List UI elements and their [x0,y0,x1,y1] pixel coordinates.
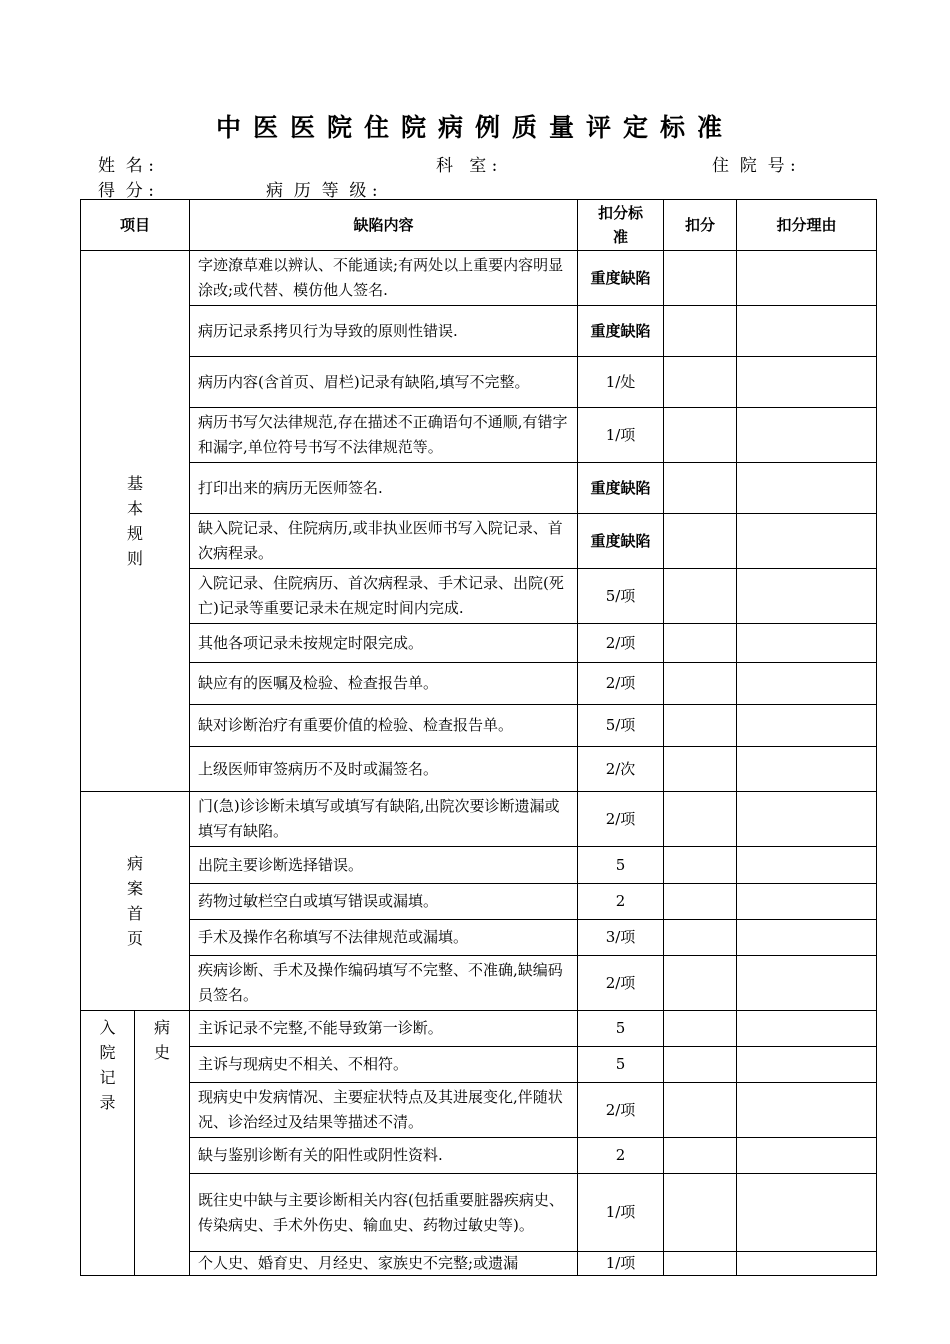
deduct-cell[interactable] [664,1252,737,1276]
row-standard: 2/项 [578,624,664,663]
row-content: 出院主要诊断选择错误。 [190,847,578,884]
row-content: 病历记录系拷贝行为导致的原则性错误. [190,306,578,357]
reason-cell[interactable] [737,251,877,306]
section-basic-rules: 基 本 规 则 [81,251,190,792]
row-content: 病历书写欠法律规范,存在描述不正确语句不通顺,有错字和漏字,单位符号书写不法律规范等。 [190,408,578,463]
reason-cell[interactable] [737,705,877,747]
deduct-cell[interactable] [664,408,737,463]
deduct-cell[interactable] [664,956,737,1011]
reason-cell[interactable] [737,463,877,514]
row-content: 既往史中缺与主要诊断相关内容(包括重要脏器疾病史、传染病史、手术外伤史、输血史、药物过敏史等)。 [190,1174,578,1252]
row-content: 主诉与现病史不相关、不相符。 [190,1047,578,1083]
row-content: 字迹潦草难以辨认、不能通读;有两处以上重要内容明显涂改;或代替、模仿他人签名. [190,251,578,306]
table-row [81,792,877,847]
deduct-cell[interactable] [664,463,737,514]
reason-cell[interactable] [737,884,877,920]
header-deduct: 扣分 [664,200,737,251]
row-standard: 2/项 [578,663,664,705]
table-row [81,306,877,357]
reason-cell[interactable] [737,357,877,408]
row-content: 手术及操作名称填写不法律规范或漏填。 [190,920,578,956]
table-row [81,408,877,463]
table-row [81,1252,877,1276]
row-content: 缺与鉴别诊断有关的阳性或阴性资料. [190,1138,578,1174]
deduct-cell[interactable] [664,1174,737,1252]
row-content: 主诉记录不完整,不能导致第一诊断。 [190,1011,578,1047]
deduct-cell[interactable] [664,1083,737,1138]
row-content: 其他各项记录未按规定时限完成。 [190,624,578,663]
row-standard: 3/项 [578,920,664,956]
deduct-cell[interactable] [664,747,737,792]
row-content: 缺应有的医嘱及检验、检查报告单。 [190,663,578,705]
row-content: 药物过敏栏空白或填写错误或漏填。 [190,884,578,920]
row-standard: 重度缺陷 [578,251,664,306]
table-row [81,884,877,920]
row-standard: 重度缺陷 [578,463,664,514]
table-row [81,251,877,306]
table-row [81,1011,877,1047]
deduct-cell[interactable] [664,792,737,847]
row-content: 门(急)诊诊断未填写或填写有缺陷,出院次要诊断遗漏或填写有缺陷。 [190,792,578,847]
deduct-cell[interactable] [664,357,737,408]
deduct-cell[interactable] [664,1138,737,1174]
row-standard: 2/项 [578,1083,664,1138]
deduct-cell[interactable] [664,251,737,306]
row-standard: 2/项 [578,792,664,847]
table-row [81,1138,877,1174]
row-content: 缺入院记录、住院病历,或非执业医师书写入院记录、首次病程录。 [190,514,578,569]
reason-cell[interactable] [737,1138,877,1174]
header-item: 项目 [81,200,190,251]
reason-cell[interactable] [737,747,877,792]
table-row [81,956,877,1011]
table-row [81,1083,877,1138]
row-standard: 1/项 [578,1252,664,1276]
row-content: 上级医师审签病历不及时或漏签名。 [190,747,578,792]
deduct-cell[interactable] [664,1047,737,1083]
deduct-cell[interactable] [664,884,737,920]
row-standard: 重度缺陷 [578,306,664,357]
reason-cell[interactable] [737,514,877,569]
deduct-cell[interactable] [664,705,737,747]
reason-cell[interactable] [737,1174,877,1252]
table-row [81,920,877,956]
row-content: 现病史中发病情况、主要症状特点及其进展变化,伴随状况、诊治经过及结果等描述不清。 [190,1083,578,1138]
row-standard: 5 [578,1011,664,1047]
deduct-cell[interactable] [664,1011,737,1047]
reason-cell[interactable] [737,569,877,624]
score-label: 得 分 : [98,181,154,201]
table-row [81,463,877,514]
header-reason: 扣分理由 [737,200,877,251]
section-medical-history: 病 史 [135,1011,190,1276]
row-content: 个人史、婚育史、月经史、家族史不完整;或遗漏 [190,1252,578,1276]
row-standard: 5/项 [578,569,664,624]
dept-label: 科 室 : [436,156,498,176]
deduct-cell[interactable] [664,306,737,357]
admission-no-label: 住 院 号 : [712,156,796,176]
row-standard: 1/项 [578,408,664,463]
table-row [81,747,877,792]
row-standard: 1/项 [578,1174,664,1252]
reason-cell[interactable] [737,306,877,357]
table-row [81,1174,877,1252]
table-row [81,705,877,747]
row-content: 入院记录、住院病历、首次病程录、手术记录、出院(死亡)记录等重要记录未在规定时间内完成. [190,569,578,624]
row-content: 疾病诊断、手术及操作编码填写不完整、不准确,缺编码员签名。 [190,956,578,1011]
table-row [81,514,877,569]
table-row [81,569,877,624]
row-standard: 2 [578,884,664,920]
row-standard: 1/处 [578,357,664,408]
row-standard: 5 [578,1047,664,1083]
deduct-cell[interactable] [664,663,737,705]
grade-label: 病 历 等 级 : [266,181,378,201]
reason-cell[interactable] [737,956,877,1011]
row-standard: 2/项 [578,956,664,1011]
reason-cell[interactable] [737,1252,877,1276]
reason-cell[interactable] [737,1011,877,1047]
header-content: 缺陷内容 [190,200,578,251]
reason-cell[interactable] [737,1083,877,1138]
row-standard: 5/项 [578,705,664,747]
row-content: 打印出来的病历无医师签名. [190,463,578,514]
table-row [81,1047,877,1083]
deduct-cell[interactable] [664,514,737,569]
reason-cell[interactable] [737,847,877,884]
header-standard: 扣分标准 [578,200,664,251]
name-label: 姓 名 : [98,156,154,176]
table-row [81,663,877,705]
table-row [81,847,877,884]
row-standard: 2 [578,1138,664,1174]
deduct-cell[interactable] [664,847,737,884]
reason-cell[interactable] [737,663,877,705]
row-standard: 5 [578,847,664,884]
deduct-cell[interactable] [664,569,737,624]
table-header-row [81,200,877,251]
section-admission-record: 入 院 记 录 [81,1011,135,1276]
table-row [81,624,877,663]
deduct-cell[interactable] [664,920,737,956]
deduct-cell[interactable] [664,624,737,663]
table-row [81,357,877,408]
quality-standard-table [80,199,877,1276]
row-standard: 重度缺陷 [578,514,664,569]
section-case-front-page: 病 案 首 页 [81,792,190,1011]
row-standard: 2/次 [578,747,664,792]
reason-cell[interactable] [737,1047,877,1083]
reason-cell[interactable] [737,920,877,956]
reason-cell[interactable] [737,792,877,847]
row-content: 病历内容(含首页、眉栏)记录有缺陷,填写不完整。 [190,357,578,408]
page-title: 中医医院住院病例质量评定标准 [215,113,734,142]
reason-cell[interactable] [737,408,877,463]
reason-cell[interactable] [737,624,877,663]
row-content: 缺对诊断治疗有重要价值的检验、检查报告单。 [190,705,578,747]
